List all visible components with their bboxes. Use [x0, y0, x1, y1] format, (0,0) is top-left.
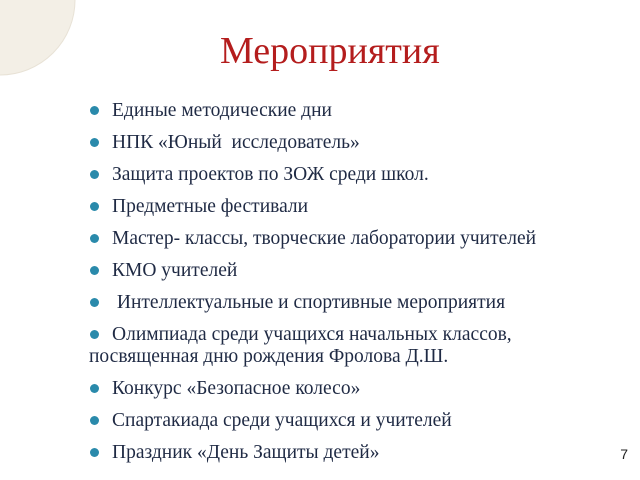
list-item [89, 378, 619, 400]
list-item [89, 196, 619, 218]
bullet-icon [90, 266, 99, 275]
bullet-icon [90, 234, 99, 243]
corner-decoration [0, 0, 80, 80]
bullet-icon [90, 298, 99, 307]
list-item [89, 410, 619, 432]
list-item [89, 228, 619, 250]
bullet-icon [90, 138, 99, 147]
list-item [89, 132, 619, 154]
slide-title: Мероприятия [220, 30, 440, 72]
bullet-icon [90, 106, 99, 115]
list-item-text: КМО учителей [112, 260, 238, 281]
list-item-text: Спартакиада среди учащихся и учителей [112, 409, 452, 431]
list-item [89, 260, 619, 282]
bullet-icon [90, 448, 99, 457]
list-item [89, 292, 619, 314]
list-item-text: Мастер- классы, творческие лаборатории учителей [112, 228, 537, 249]
list-item [89, 324, 619, 367]
list-item-text: Единые методические дни [112, 100, 332, 121]
page-number: 7 [620, 446, 628, 462]
list-item [89, 100, 619, 122]
bullet-icon [90, 170, 99, 179]
bullet-list [89, 100, 619, 474]
bullet-icon [90, 416, 99, 425]
list-item-text: Интеллектуальные и спортивные мероприятия [112, 292, 506, 313]
bullet-icon [90, 384, 99, 393]
list-item-text: Праздник «День Защиты детей» [112, 441, 380, 463]
bullet-icon [90, 330, 99, 339]
list-item-text: Конкурс «Безопасное колесо» [112, 377, 361, 399]
list-item [89, 442, 619, 464]
list-item-text: Защита проектов по ЗОЖ среди школ. [112, 164, 429, 185]
list-item-text: НПК «Юный исследователь» [112, 132, 360, 153]
list-item-text: Олимпиада среди учащихся начальных классов, посвященная дню рождения Фролова Д.Ш. [89, 324, 512, 367]
list-item-text: Предметные фестивали [112, 196, 309, 217]
bullet-icon [90, 202, 99, 211]
list-item [89, 164, 619, 186]
